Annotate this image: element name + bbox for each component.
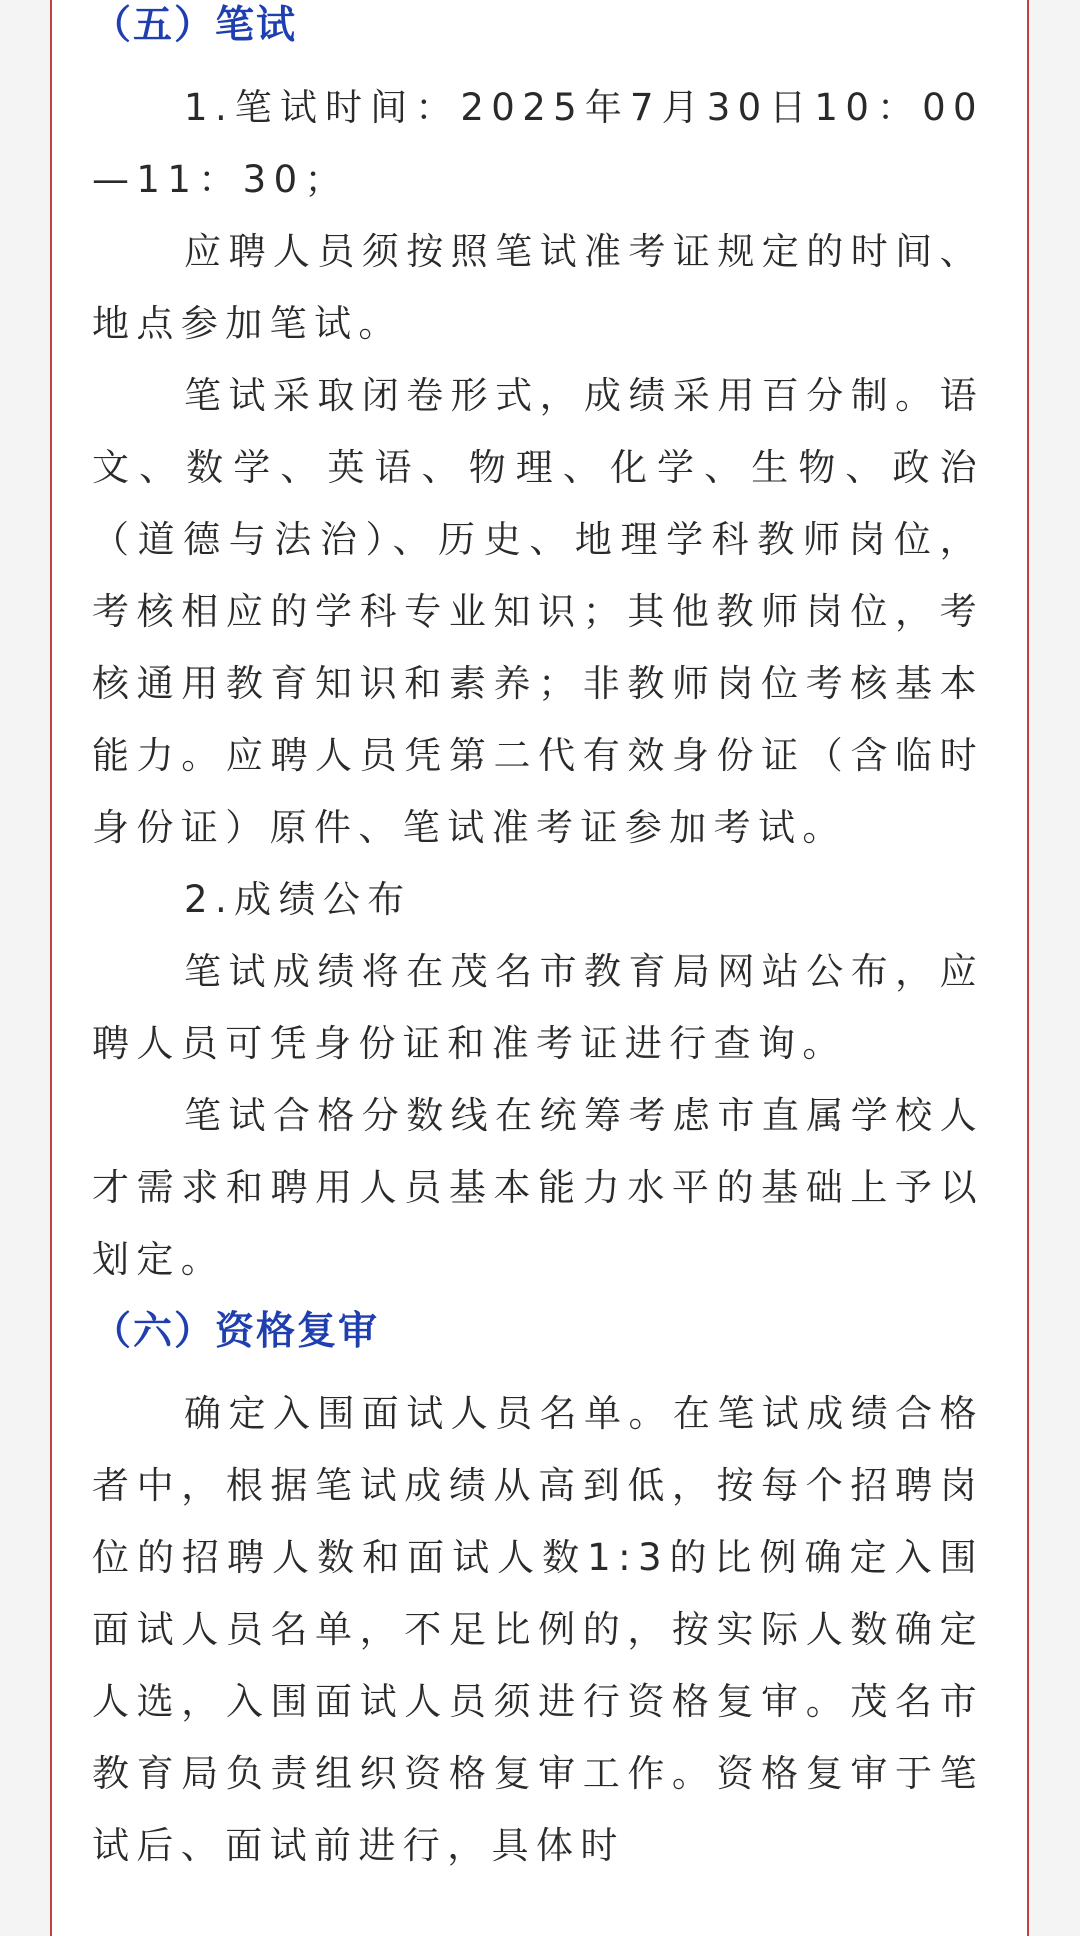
paragraph-passing-line: 笔试合格分数线在统筹考虑市直属学校人才需求和聘用人员基本能力水平的基础上予以划定。 [92,1094,984,1281]
paragraph-exam-attendance: 应聘人员须按照笔试准考证规定的时间、地点参加笔试。 [92,230,984,345]
paragraph-exam-time: 1.笔试时间：2025年7月30日10：00—11：30； [92,86,984,201]
paragraph-score-announcement-title: 2.成绩公布 [184,878,412,921]
section-heading-qualification-review: （六）资格复审 [92,1309,380,1354]
paragraph-interview-shortlist: 确定入围面试人员名单。在笔试成绩合格者中，根据笔试成绩从高到低，按每个招聘岗位的招聘人数和面试人数1:3的比例确定入围面试人员名单，不足比例的，按实际人数确定人选，入围面试人员须进行资格复审。茂名市教育局负责组织资格复审工作。资格复审于笔试后、面试前进行，具体时 [92,1392,984,1867]
section-heading-written-exam: （五）笔试 [92,3,298,48]
paragraph-score-publication: 笔试成绩将在茂名市教育局网站公布，应聘人员可凭身份证和准考证进行查询。 [92,950,984,1065]
article-content [92,0,984,1882]
paragraph-exam-format: 笔试采取闭卷形式，成绩采用百分制。语文、数学、英语、物理、化学、生物、政治（道德与法治）、历史、地理学科教师岗位，考核相应的学科专业知识；其他教师岗位，考核通用教育知识和素养；非教师岗位考核基本能力。应聘人员凭第二代有效身份证（含临时身份证）原件、笔试准考证参加考试。 [92,374,984,849]
